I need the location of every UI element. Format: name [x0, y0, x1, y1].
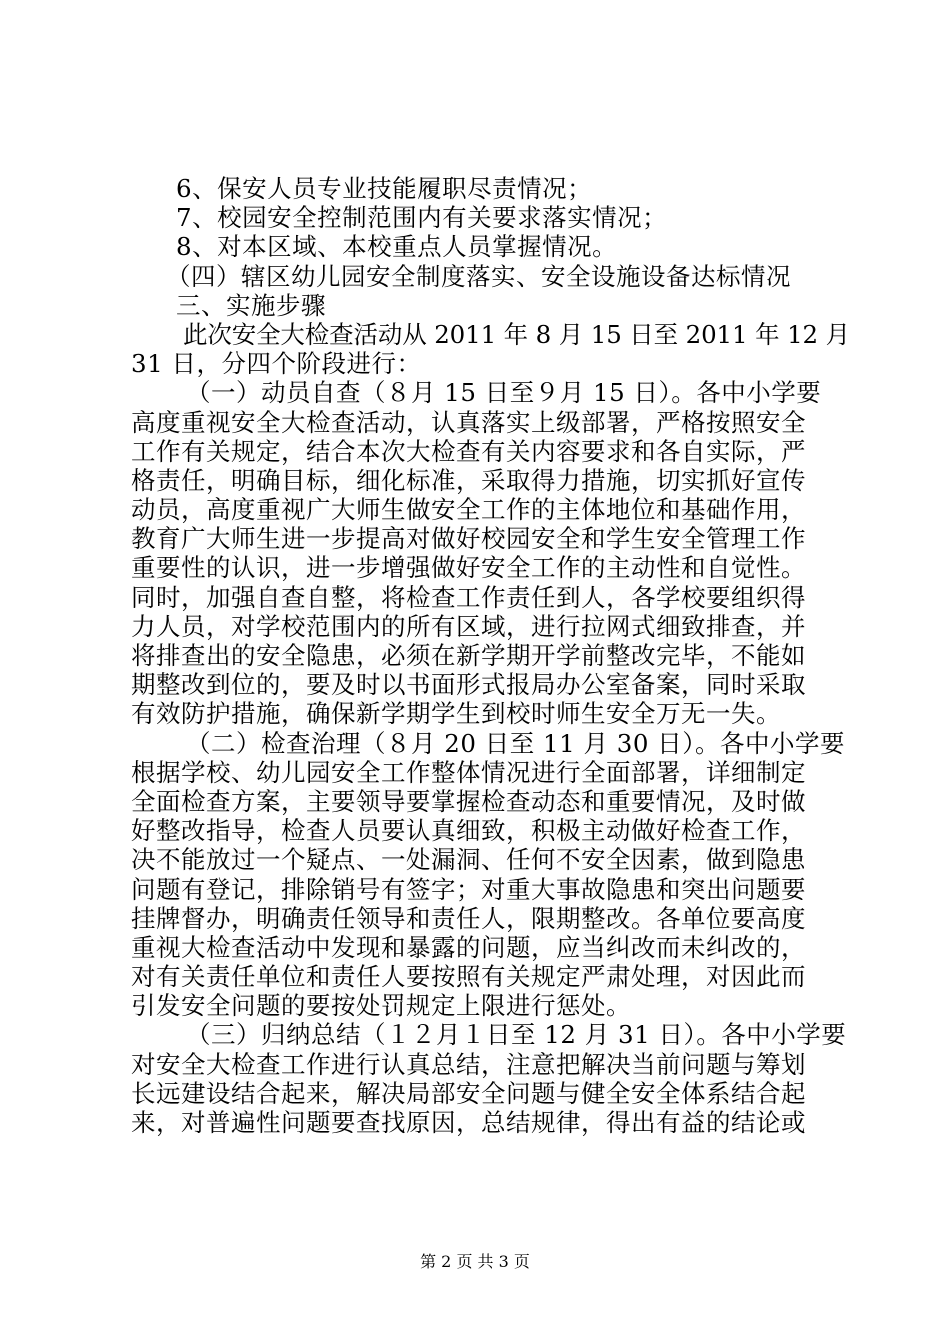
- paragraph-line: 对安全大检查工作进行认真总结，注意把解决当前问题与筹划: [131, 1049, 806, 1079]
- page-footer: [0, 1252, 950, 1272]
- paragraph-line: 来，对普遍性问题要查找原因，总结规律，得出有益的结论或: [131, 1108, 806, 1137]
- paragraph-line: 格责任，明确目标，细化标准，采取得力措施，切实抓好宣传: [131, 465, 806, 495]
- paragraph-line: 有效防护措施，确保新学期学生到校时师生安全万无一失。: [131, 699, 781, 729]
- paragraph-line: 同时，加强自查自整，将检查工作责任到人，各学校要组织得: [131, 582, 806, 612]
- paragraph-line: 引发安全问题的要按处罚规定上限进行惩处。: [131, 991, 631, 1021]
- paragraph-line: 长远建设结合起来，解决局部安全问题与健全安全体系结合起: [131, 1078, 806, 1108]
- paragraph-line: 挂牌督办，明确责任领导和责任人，限期整改。各单位要高度: [131, 903, 806, 933]
- paragraph-line: （一）动员自查（８月 15 日至９月 15 日）。各中小学要: [186, 378, 822, 408]
- paragraph-line: 工作有关规定，结合本次大检查有关内容要求和各自实际，严: [131, 436, 806, 466]
- paragraph-line: 期整改到位的，要及时以书面形式报局办公室备案，同时采取: [131, 670, 806, 700]
- paragraph-line: 此次安全大检查活动从 2011 年 8 月 15 日至 2011 年 12 月: [183, 319, 850, 349]
- document-body: [131, 174, 850, 1137]
- paragraph-line: 重要性的认识，进一步增强做好安全工作的主动性和自觉性。: [131, 553, 806, 583]
- paragraph-line: 根据学校、幼儿园安全工作整体情况进行全面部署，详细制定: [131, 757, 806, 787]
- paragraph-line: 动员，高度重视广大师生做安全工作的主体地位和基础作用，: [131, 495, 806, 525]
- paragraph-line: 将排查出的安全隐患，必须在新学期开学前整改完毕，不能如: [131, 641, 806, 670]
- paragraph-line: 重视大检查活动中发现和暴露的问题，应当纠改而未纠改的，: [131, 932, 806, 962]
- paragraph-line: 31 日，分四个阶段进行：: [131, 349, 422, 379]
- paragraph-line: 决不能放过一个疑点、一处漏洞、任何不安全因素，做到隐患: [131, 845, 806, 875]
- paragraph-line: 教育广大师生进一步提高对做好校园安全和学生安全管理工作: [131, 524, 806, 554]
- paragraph-line: 问题有登记，排除销号有签字；对重大事故隐患和突出问题要: [131, 874, 806, 904]
- paragraph-line: 对有关责任单位和责任人要按照有关规定严肃处理，对因此而: [131, 962, 806, 992]
- paragraph-line: 高度重视安全大检查活动，认真落实上级部署，严格按照安全: [131, 407, 806, 437]
- paragraph-line: （三）归纳总结（１２月１日至 12 月 31 日）。各中小学要: [186, 1020, 847, 1050]
- list-item-8: 8、对本区域、本校重点人员掌握情况。: [176, 232, 618, 262]
- list-item-7: 7、校园安全控制范围内有关要求落实情况；: [176, 203, 668, 233]
- paragraph-line: 力人员，对学校范围内的所有区域，进行拉网式细致排查，并: [131, 611, 806, 641]
- page-indicator: 第 2 页 共 3 页: [420, 1252, 530, 1271]
- list-item-6: 6、保安人员专业技能履职尽责情况；: [176, 174, 593, 203]
- section-item-4: （四）辖区幼儿园安全制度落实、安全设施设备达标情况: [166, 261, 791, 291]
- paragraph-line: 全面检查方案，主要领导要掌握检查动态和重要情况，及时做: [131, 786, 806, 816]
- paragraph-line: （二）检查治理（８月 20 日至 11 月 30 日）。各中小学要: [186, 728, 846, 758]
- section-heading-3: 三、实施步骤: [176, 290, 326, 320]
- paragraph-line: 好整改指导，检查人员要认真细致，积极主动做好检查工作，: [131, 816, 806, 846]
